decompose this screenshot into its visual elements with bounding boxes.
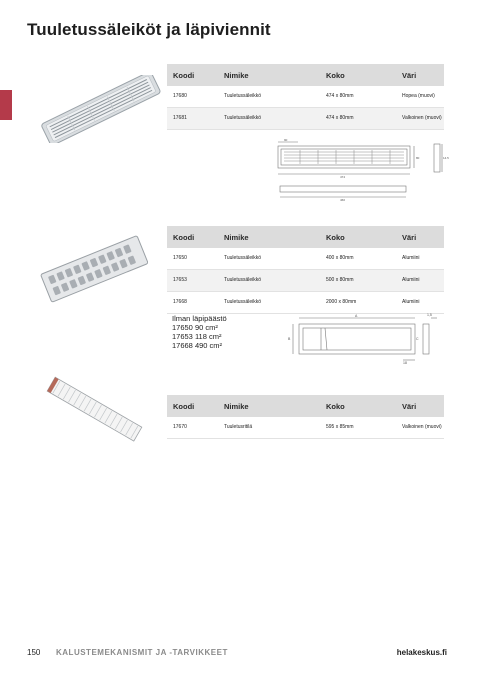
header-size: Koko — [320, 64, 396, 86]
cell-color: Hopea (muovi) — [396, 86, 444, 108]
technical-drawing-vent-plastic — [270, 138, 450, 202]
airflow-line: 17668 490 cm² — [172, 341, 223, 350]
airflow-line: 17653 118 cm² — [172, 332, 222, 341]
website-url: helakeskus.fi — [396, 648, 447, 657]
header-name: Nimike — [218, 395, 320, 417]
cell-code: 17681 — [167, 108, 218, 130]
table-header-row — [167, 64, 444, 86]
cell-size: 2000 x 80mm — [320, 292, 396, 314]
table-row — [167, 417, 444, 439]
product-image-grille — [40, 375, 148, 445]
dimension-label: 18 — [403, 361, 407, 365]
cell-name: Tuuletussäleikkö — [218, 270, 320, 292]
product-table-1 — [167, 64, 444, 130]
cell-size: 474 x 80mm — [320, 108, 396, 130]
cell-size: 400 x 80mm — [320, 248, 396, 270]
header-color: Väri — [396, 395, 444, 417]
product-image-vent-plastic — [38, 75, 163, 143]
cell-size: 595 x 85mm — [320, 417, 396, 439]
cell-color: Valkoinen (muovi) — [396, 108, 444, 130]
header-code: Koodi — [167, 395, 218, 417]
dimension-label: 1,5 — [427, 313, 432, 317]
table-row — [167, 86, 444, 108]
cell-name: Tuuletussäleikkö — [218, 292, 320, 314]
header-code: Koodi — [167, 64, 218, 86]
dimension-label: C — [416, 337, 419, 341]
dimension-label: 80 — [416, 156, 420, 160]
cell-color: Valkoinen (muovi) — [396, 417, 444, 439]
dimension-label: A — [355, 314, 358, 318]
cell-color: Alumiini — [396, 292, 444, 314]
cell-name: Tuuletusritilä — [218, 417, 320, 439]
product-image-vent-aluminium — [40, 232, 148, 304]
header-size: Koko — [320, 226, 396, 248]
table-header-row — [167, 395, 444, 417]
header-size: Koko — [320, 395, 396, 417]
table-row — [167, 270, 444, 292]
dimension-label: 474 — [340, 175, 346, 179]
table-row — [167, 248, 444, 270]
page-title: Tuuletussäleiköt ja läpiviennit — [27, 20, 271, 39]
dimension-label: B — [288, 337, 291, 341]
header-code: Koodi — [167, 226, 218, 248]
cell-code: 17668 — [167, 292, 218, 314]
technical-drawing-vent-aluminium — [285, 310, 445, 368]
cell-name: Tuuletussäleikkö — [218, 86, 320, 108]
dimension-label: 14.5 — [443, 156, 449, 160]
product-table-3 — [167, 395, 444, 439]
dimension-label: 90 — [284, 138, 288, 142]
cell-size: 500 x 80mm — [320, 270, 396, 292]
section-name: KALUSTEMEKANISMIT JA -TARVIKKEET — [56, 648, 228, 657]
header-color: Väri — [396, 226, 444, 248]
cell-code: 17670 — [167, 417, 218, 439]
dimension-label: 460 — [340, 198, 346, 202]
header-color: Väri — [396, 64, 444, 86]
section-tab-marker — [0, 90, 12, 120]
page-footer — [0, 648, 480, 662]
table-row — [167, 108, 444, 130]
cell-code: 17650 — [167, 248, 218, 270]
airflow-line: 17650 90 cm² — [172, 323, 218, 332]
header-name: Nimike — [218, 226, 320, 248]
header-name: Nimike — [218, 64, 320, 86]
cell-name: Tuuletussäleikkö — [218, 108, 320, 130]
product-table-2 — [167, 226, 444, 314]
page-number: 150 — [27, 648, 41, 657]
cell-code: 17653 — [167, 270, 218, 292]
cell-code: 17680 — [167, 86, 218, 108]
table-header-row — [167, 226, 444, 248]
cell-color: Alumiini — [396, 248, 444, 270]
cell-name: Tuuletussäleikkö — [218, 248, 320, 270]
airflow-info — [172, 314, 227, 350]
cell-size: 474 x 80mm — [320, 86, 396, 108]
cell-color: Alumiini — [396, 270, 444, 292]
airflow-heading: Ilman läpipäästö — [172, 314, 227, 323]
